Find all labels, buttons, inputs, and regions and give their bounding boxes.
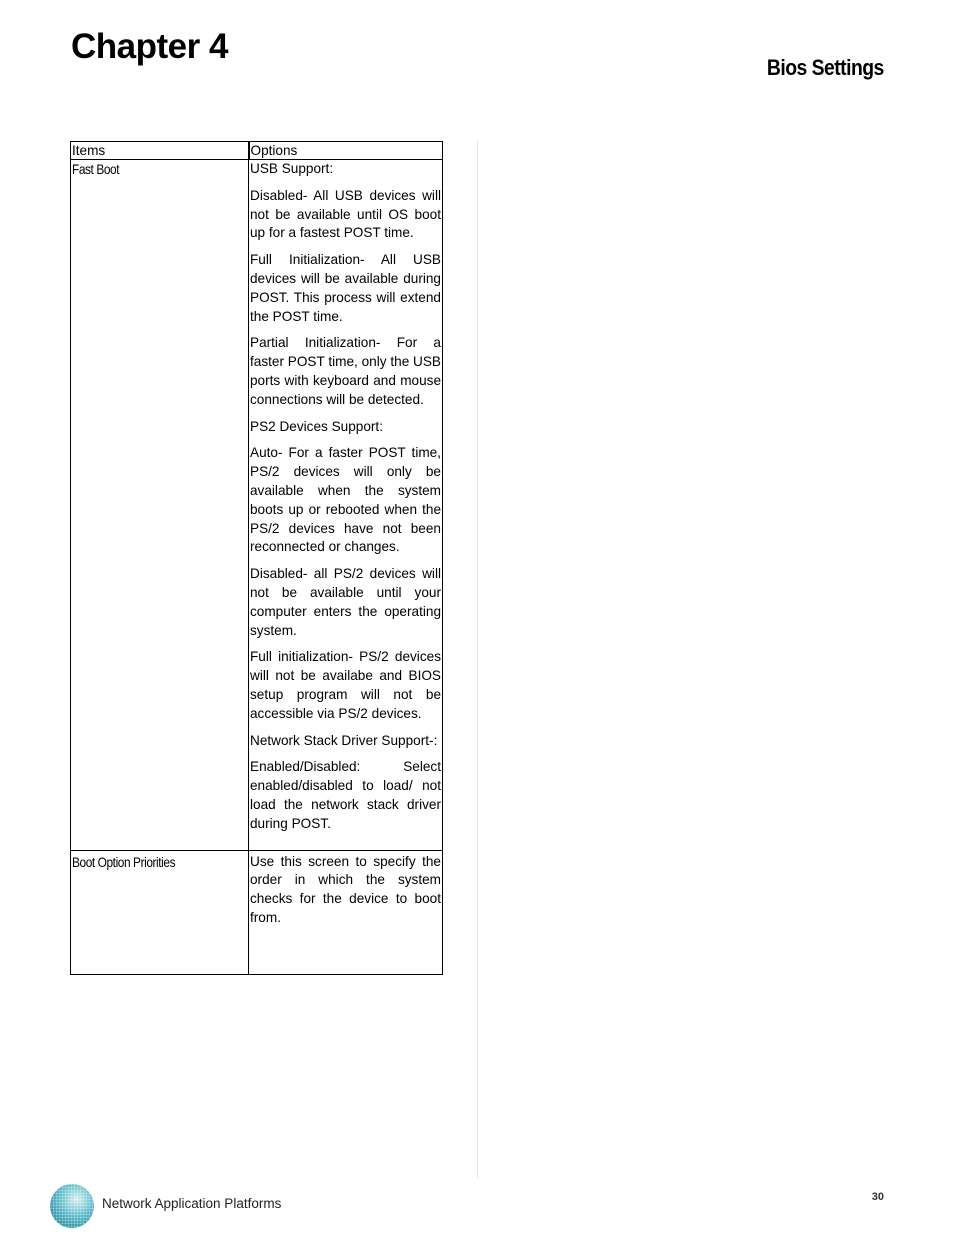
option-text: PS2 Devices Support: [250, 418, 383, 434]
option-text: Auto- For a faster POST time, PS/2 devices will only be available when the system boots up or rebooted when the PS/2 devices have not been reconnected or changes. [250, 445, 441, 555]
option-text: Use this screen to specify the order in which the system checks for the device to boot from. [250, 853, 441, 925]
option-text: Partial Initialization- For a faster POST time, only the USB ports with keyboard and mouse connections will be detected. [250, 335, 441, 407]
options-boot-option-priorities [249, 850, 443, 974]
globe-logo-icon [49, 1183, 95, 1229]
page-number: 30 [871, 1191, 884, 1203]
footer-brand-text: Network Application Platforms [102, 1196, 282, 1211]
table-row-fast-boot [71, 160, 443, 851]
table-row-boot-option-priorities [71, 850, 443, 974]
item-name-fast-boot: Fast Boot [71, 160, 249, 851]
options-fast-boot [249, 160, 443, 851]
option-text: Full initialization- PS/2 devices will not be availabe and BIOS setup program will not be accessible via PS/2 devices. [250, 649, 441, 721]
section-title: Bios Settings [767, 55, 884, 80]
option-text: USB Support: [250, 161, 334, 176]
column-divider [477, 140, 478, 1178]
option-text: Network Stack Driver Support-: [250, 732, 438, 748]
item-name-boot-option-priorities: Boot Option Priorities [71, 850, 249, 974]
option-text: Enabled/Disabled: Select enabled/disabled to load/ not load the network stack driver during POST. [250, 759, 441, 831]
option-text: Disabled- All USB devices will not be available until OS boot up for a fastest POST time. [250, 187, 441, 241]
bios-settings-table [70, 141, 443, 975]
options-column-header: Options [249, 142, 443, 160]
option-text: Full Initialization- All USB devices will be available during POST. This process will extend the POST time. [250, 252, 441, 324]
items-column-header: Items [71, 142, 249, 160]
chapter-title: Chapter 4 [71, 27, 228, 66]
table-header-row [71, 142, 443, 160]
option-text: Disabled- all PS/2 devices will not be available until your computer enters the operating system. [250, 566, 441, 638]
